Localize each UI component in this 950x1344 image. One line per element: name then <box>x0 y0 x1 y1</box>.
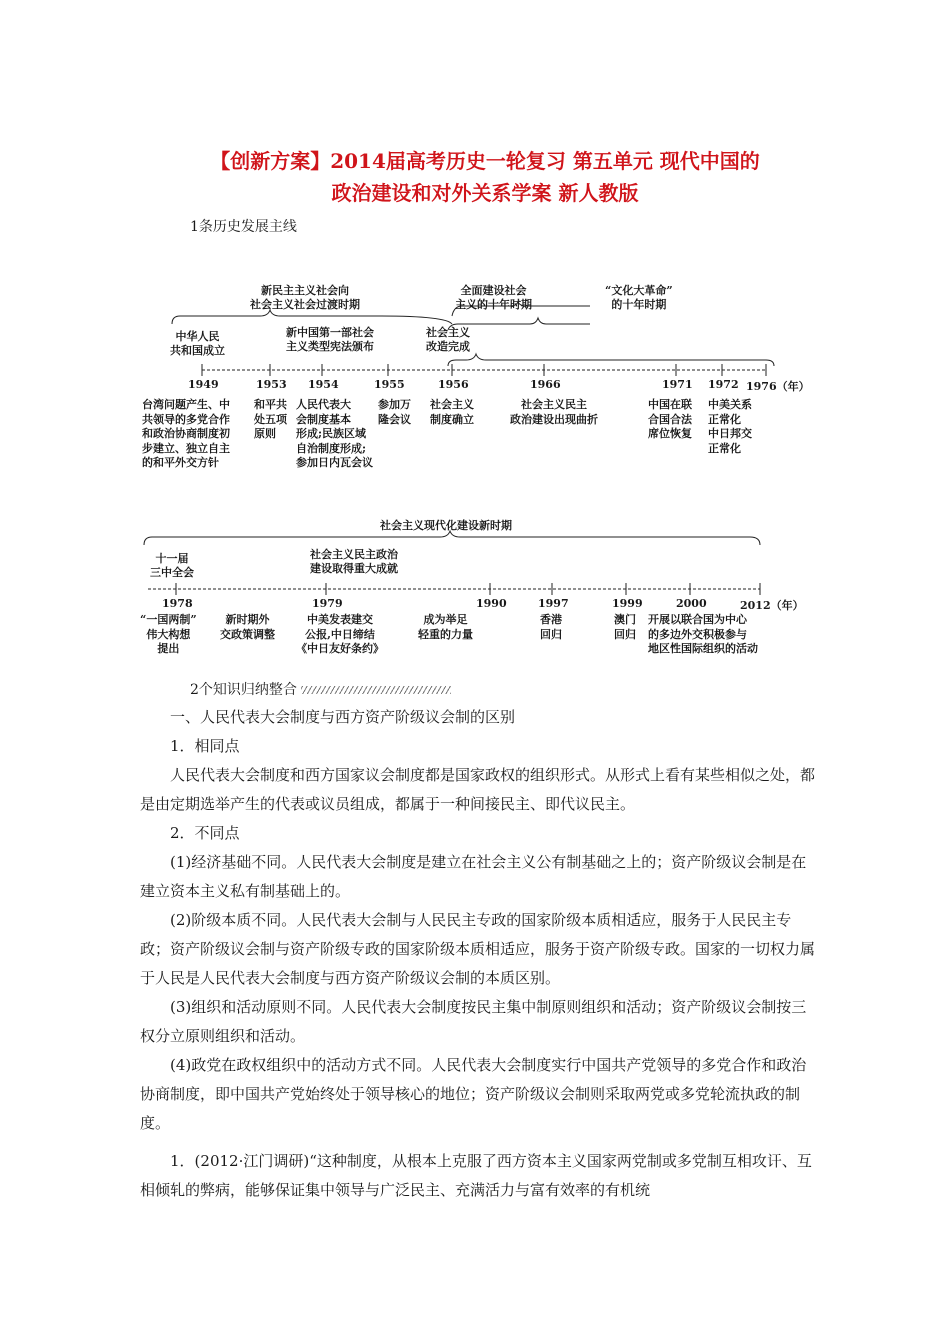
label-first-constitution: 新中国第一部社会 主义类型宪法颁布 <box>286 326 374 353</box>
year-2000: 2000 <box>676 597 707 610</box>
event-1956: 社会主义 制度确立 <box>430 398 474 426</box>
year-1999: 1999 <box>612 597 643 610</box>
timeline-1949-1976 <box>130 280 810 480</box>
event-1966: 社会主义民主 政治建设出现曲折 <box>510 398 598 426</box>
event-1979: 中美发表建交 公报,中日缔结 《中日友好条约》 <box>296 613 384 655</box>
subheading-similarities: 1．相同点 <box>170 737 240 755</box>
subheading-differences: 2．不同点 <box>170 824 240 842</box>
year-1955: 1955 <box>374 378 405 391</box>
period-ten-year-construction: 全面建设社会 主义的十年时期 <box>455 284 532 311</box>
event-1955: 参加万 隆会议 <box>378 398 411 426</box>
year-1953: 1953 <box>256 378 287 391</box>
hatch-decoration <box>301 686 451 694</box>
year-1997: 1997 <box>538 597 569 610</box>
event-1949: 台湾问题产生、中 共领导的多党合作 和政治协商制度初 步建立、独立自主 的和平外交方针 <box>142 398 230 469</box>
year-1979: 1979 <box>312 597 343 610</box>
period-transition: 新民主主义社会向 社会主义社会过渡时期 <box>250 284 360 311</box>
label-democracy-achievement: 社会主义民主政治 建设取得重大成就 <box>310 548 398 575</box>
question-1: 1．(2012·江门调研)“这种制度，从根本上克服了西方资本主义国家两党制或多党制互相攻讦、互相倾轧的弊病，能够保证集中领导与广泛民主、充满活力与富有效率的有机统 <box>140 1152 812 1199</box>
period-cultural-revolution: “文化大革命” 的十年时期 <box>605 284 673 311</box>
year-1954: 1954 <box>308 378 339 391</box>
year-1978: 1978 <box>162 597 193 610</box>
event-1972: 中美关系 正常化 中日邦交 正常化 <box>708 398 752 455</box>
section-heading-knowledge: 2个知识归纳整合 <box>190 679 451 699</box>
timeline-1978-2012 <box>130 515 810 665</box>
event-2000: 开展以联合国为中心 的多边外交积极参与 地区性国际组织的活动 <box>648 613 758 655</box>
label-third-plenum: 十一届 三中全会 <box>150 552 194 579</box>
document-title-line1: 【创新方案】2014届高考历史一轮复习 第五单元 现代中国的 <box>210 149 760 173</box>
event-1971: 中国在联 合国合法 席位恢复 <box>648 398 692 440</box>
paragraph-class-nature: (2)阶级本质不同。人民代表大会制与人民民主专政的国家阶级本质相适应，服务于人民民主专政；资产阶级议会制与资产阶级专政的国家阶级本质相适应，服务于资产阶级专政。国家的一切权力属于人民是人民代表大会制度与西方资产阶级议会制的本质区别。 <box>140 911 816 987</box>
section-heading-mainline: 1条历史发展主线 <box>190 219 297 235</box>
event-1990: 成为举足 轻重的力量 <box>418 613 473 641</box>
year-1990: 1990 <box>476 597 507 610</box>
label-socialist-transformation: 社会主义 改造完成 <box>426 326 470 353</box>
year-1956: 1956 <box>438 378 469 391</box>
event-1999: 澳门 回归 <box>614 613 636 641</box>
event-1978-diplomacy: 新时期外 交政策调整 <box>220 613 275 641</box>
paragraph-similarities: 人民代表大会制度和西方国家议会制度都是国家政权的组织形式。从形式上看有某些相似之处，都是由定期选举产生的代表或议员组成，都属于一种间接民主、即代议民主。 <box>140 766 816 813</box>
event-1954: 人民代表大 会制度基本 形成;民族区域 自治制度形成; 参加日内瓦会议 <box>296 398 373 469</box>
event-1953: 和平共 处五项 原则 <box>254 398 287 440</box>
year-2012: 2012（年） <box>740 599 804 612</box>
heading-comparison: 一、人民代表大会制度与西方资产阶级议会制的区别 <box>170 708 516 726</box>
year-1972: 1972 <box>708 378 739 391</box>
event-1978-one-country: “一国两制” 伟大构想 提出 <box>140 613 197 655</box>
document-title-line2: 政治建设和对外关系学案 新人教版 <box>331 181 639 205</box>
year-1971: 1971 <box>662 378 693 391</box>
paragraph-organization-principle: (3)组织和活动原则不同。人民代表大会制度按民主集中制原则组织和活动；资产阶级议会制按三权分立原则组织和活动。 <box>140 998 807 1045</box>
paragraph-party-role: (4)政党在政权组织中的活动方式不同。人民代表大会制度实行中国共产党领导的多党合作和政治协商制度，即中国共产党始终处于领导核心的地位；资产阶级议会制则采取两党或多党轮流执政的制度。 <box>140 1056 807 1132</box>
year-1949: 1949 <box>188 378 219 391</box>
paragraph-economic-basis: (1)经济基础不同。人民代表大会制度是建立在社会主义公有制基础之上的；资产阶级议会制是在建立资本主义私有制基础上的。 <box>140 853 807 900</box>
period-modernization: 社会主义现代化建设新时期 <box>380 519 512 532</box>
label-prc-founding: 中华人民 共和国成立 <box>170 330 225 357</box>
year-1966: 1966 <box>530 378 561 391</box>
event-1997: 香港 回归 <box>540 613 562 641</box>
year-1976: 1976（年） <box>746 380 810 393</box>
